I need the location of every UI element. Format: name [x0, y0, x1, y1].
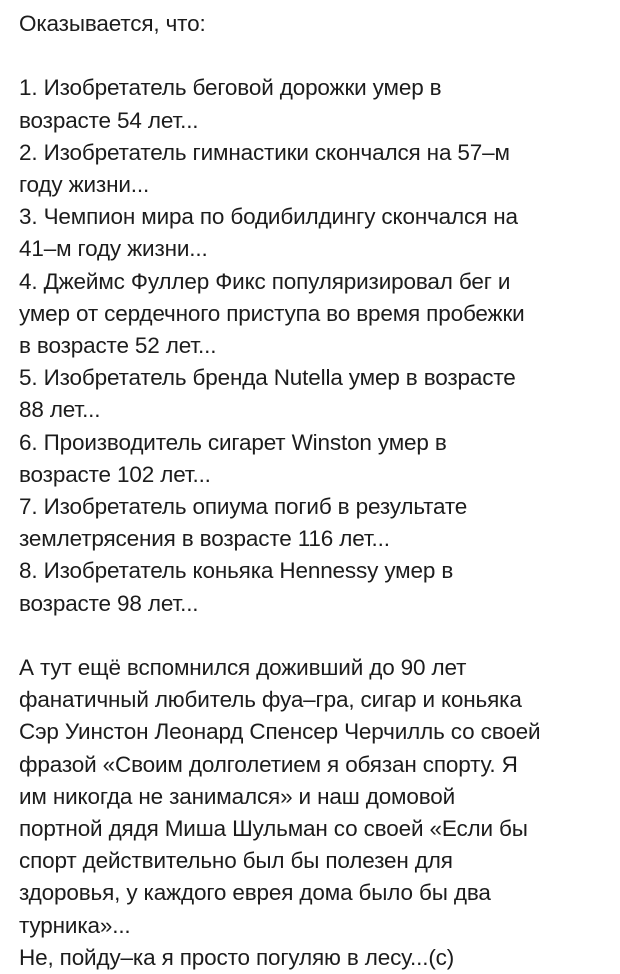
post-text — [19, 8, 609, 974]
spacer — [19, 40, 609, 72]
story-line: фанатичный любитель фуа–гра, сигар и коньяка — [19, 687, 522, 713]
story-line: здоровья, у каждого еврея дома было бы два — [19, 880, 491, 906]
list-line: 3. Чемпион мира по бодибилдингу скончался на — [19, 204, 518, 230]
list-line: возрасте 54 лет... — [19, 107, 199, 133]
list-line: 6. Производитель сигарет Winston умер в — [19, 429, 447, 455]
story-line: А тут ещё вспомнился доживший до 90 лет — [19, 655, 467, 681]
story-line: спорт действительно был бы полезен для — [19, 848, 453, 874]
story-line: им никогда не занимался» и наш домовой — [19, 783, 456, 809]
story-line: фразой «Своим долголетием я обязан спорту. Я — [19, 751, 518, 777]
list-line: 1. Изобретатель беговой дорожки умер в — [19, 75, 442, 101]
story-line: турника»... — [19, 912, 131, 938]
list-line: 4. Джеймс Фуллер Фикс популяризировал бег и — [19, 268, 511, 294]
list-line: в возрасте 52 лет... — [19, 333, 217, 359]
list-line: возрасте 102 лет... — [19, 461, 211, 487]
facts-list — [19, 72, 609, 619]
story-line: Не, пойду–ка я просто погуляю в лесу...(с) — [19, 944, 455, 970]
story-line: портной дядя Миша Шульман со своей «Если бы — [19, 816, 528, 842]
list-line: 88 лет... — [19, 397, 101, 423]
story-paragraph — [19, 652, 609, 974]
list-line: землетрясения в возрасте 116 лет... — [19, 526, 390, 552]
list-line: 7. Изобретатель опиума погиб в результате — [19, 494, 468, 520]
list-line: 8. Изобретатель коньяка Hennessy умер в — [19, 558, 454, 584]
list-line: умер от сердечного приступа во время пробежки — [19, 300, 525, 326]
list-line: 2. Изобретатель гимнастики скончался на 57–м — [19, 139, 510, 165]
list-line: 41–м году жизни... — [19, 236, 208, 262]
story-line: Сэр Уинстон Леонард Спенсер Черчилль со своей — [19, 719, 541, 745]
list-line: возрасте 98 лет... — [19, 590, 199, 616]
spacer — [19, 620, 609, 652]
list-line: 5. Изобретатель бренда Nutella умер в возрасте — [19, 365, 516, 391]
list-line: году жизни... — [19, 172, 150, 197]
intro-line: Оказывается, что: — [19, 11, 206, 36]
